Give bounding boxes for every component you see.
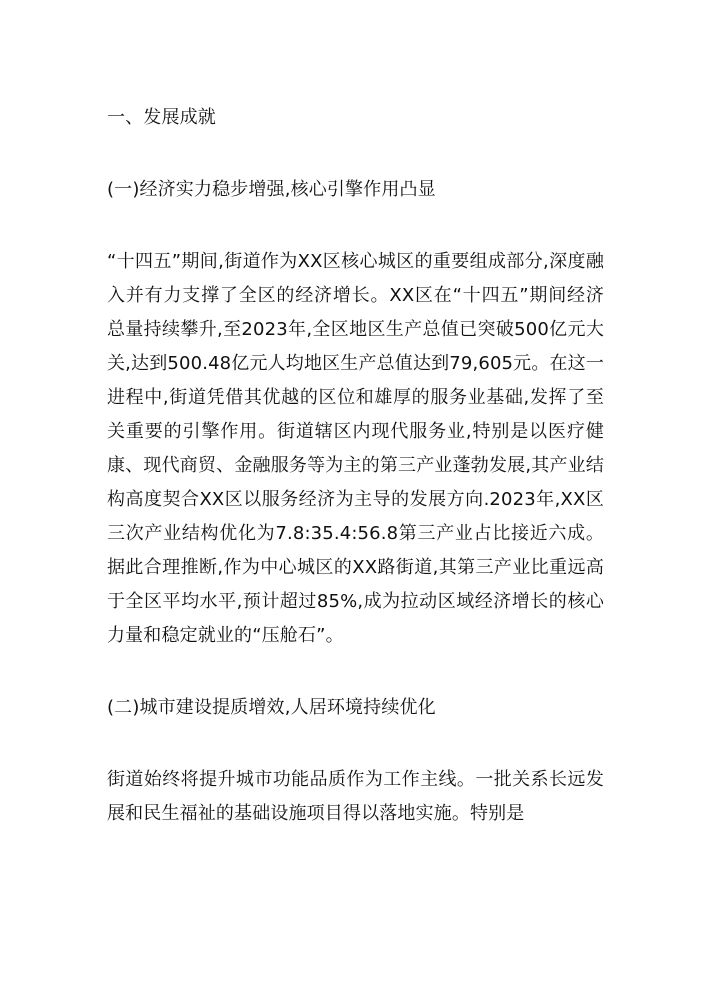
section-title: 一、发展成就 (107, 107, 216, 128)
document-body (107, 101, 604, 831)
subsection-title-economy: (一)经济实力稳步增强,核心引擎作用凸显 (107, 179, 436, 200)
economy-paragraph: “十四五”期间,街道作为XX区核心城区的重要组成部分,深度融入并有力支撑了全区的经济增长。XX区在“十四五”期间经济总量持续攀升,至2023年,全区地区生产总值已突破500亿元大关,达到500.48亿元人均地区生产总值达到79,605元。在这一进程中,街道凭借其优越的区位和雄厚的服务业基础,发挥了至关重要的引擎作用。街道辖区内现代服务业,特别是以医疗健康、现代商贸、金融服务等为主的第三产业蓬勃发展,其产业结构高度契合XX区以服务经济为主导的发展方向.2023年,XX区三次产业结构优化为7.8:35.4:56.8第三产业占比接近六成。据此合理推断,作为中心城区的XX路街道,其第三产业比重远高于全区平均水平,预计超过85%,成为拉动区域经济增长的核心力量和稳定就业的“压舱石”。 (107, 251, 604, 646)
subsection-title-urban-construction: (二)城市建设提质增效,人居环境持续优化 (107, 697, 436, 718)
urban-construction-paragraph: 街道始终将提升城市功能品质作为工作主线。一批关系长远发展和民生福祉的基础设施项目得以落地实施。特别是 (107, 769, 604, 824)
